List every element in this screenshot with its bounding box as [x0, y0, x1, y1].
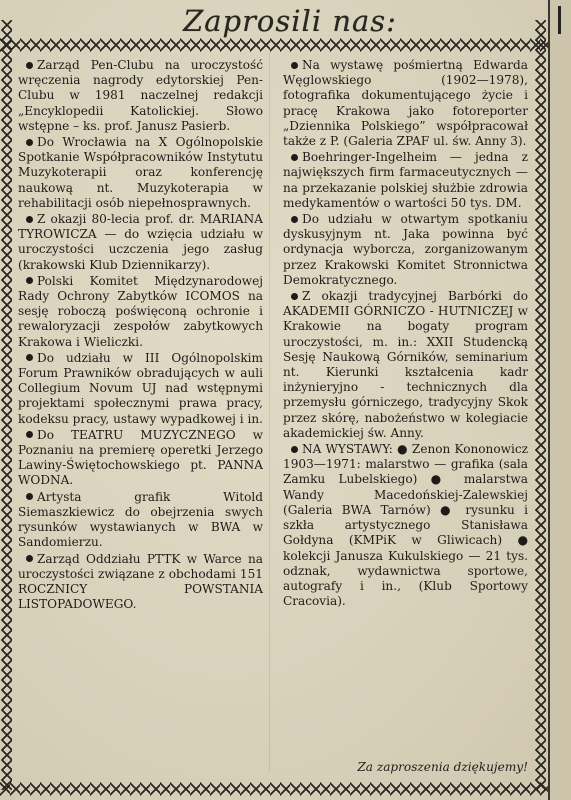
bullet-icon: [26, 431, 33, 438]
item-text: Z okazji 80-lecia prof. dr. MARIANA TYROWICZA — do wzięcia udziału w uroczystości uczczenia jego zasług (krakowski Klub Dziennikarzy).: [18, 212, 263, 272]
list-item: [18, 351, 263, 427]
list-item: [18, 274, 263, 350]
bullet-icon: [26, 277, 33, 284]
list-item: [18, 135, 263, 211]
item-text: Artysta grafik Witold Siemaszkiewicz do obejrzenia swych rysunków wystawianych w BWA w Sandomierzu.: [18, 489, 263, 550]
bullet-icon: [26, 216, 33, 223]
right-zigzag-border: [534, 20, 546, 790]
column-divider: [269, 52, 270, 772]
item-text: Na wystawę pośmiertną Edwarda Węglowskiego (1902—1978), fotografika dokumentującego życie i pracę Krakowa jako fotoreporter „Dziennika Polskiego” współpracował także z P. (Galeria ZPAF ul. św. Anny 3).: [283, 58, 528, 149]
bullet-icon: [291, 446, 298, 453]
item-text: Polski Komitet Międzynarodowej Rady Ochrony Zabytków ICOMOS na sesję roboczą poświęconą ochronie i rewaloryzacji zespołów zabytkowych Krakowa i Wieliczki.: [18, 273, 263, 349]
list-item: [18, 212, 263, 273]
bullet-icon: [291, 216, 298, 223]
item-text: Z okazji tradycyjnej Barbórki do AKADEMII GÓRNICZO - HUTNICZEJ w Krakowie na bogaty program uroczystości, m. in.: XXII Studencką Sesję Naukową Górników, seminarium nt. Kierunki kształcenia kadr inżynieryjno - technicznych dla przemysłu górniczego, tradycyjny Skok przez skórę, nabożeństwo w kolegiacie akademickiej św. Anny.: [283, 289, 528, 440]
list-item: [18, 58, 263, 134]
list-item: [18, 552, 263, 613]
list-item: [18, 490, 263, 551]
list-item: [283, 442, 528, 609]
item-text: Do udziału w III Ogólnopolskim Forum Prawników obradujących w auli Collegium Novum UJ nad wstępnymi projektami społecznymi prawa pracy, kodeksu pracy, ustawy wypadkowej i in.: [18, 350, 263, 426]
left-column: [18, 58, 263, 613]
left-zigzag-border: [0, 20, 12, 790]
bullet-icon: [291, 62, 298, 69]
right-column: [283, 58, 528, 610]
item-text: Zarząd Pen-Clubu na uroczystość wręczenia nagrody edytorskiej Pen-Clubu w 1981 naczelnej redakcji „Encyklopedii Katolickiej. Słowo wstępne – ks. prof. Janusz Pasierb.: [18, 58, 263, 133]
item-text: Zarząd Oddziału PTTK w Warce na uroczystości związane z obchodami 151 ROCZNICY POWSTANIA LISTOPADOWEGO.: [18, 551, 263, 612]
list-item: [283, 150, 528, 211]
bullet-icon: [26, 354, 33, 361]
bullet-icon: [291, 154, 298, 161]
bottom-zigzag-border: [0, 782, 548, 796]
bullet-icon: [26, 139, 33, 146]
column-rule: [558, 6, 561, 34]
list-item: [283, 289, 528, 441]
list-item: [18, 428, 263, 489]
bullet-icon: [291, 293, 298, 300]
bullet-icon: [26, 493, 33, 500]
list-item: [283, 212, 528, 288]
section-title: Zaprosili nas:: [183, 4, 397, 38]
item-text: Boehringer-Ingelheim — jedna z największych firm farmaceutycznych — na przekazanie polskiej służbie zdrowia medykamentów o wartości 50 tys. DM.: [283, 150, 528, 210]
item-text: Do Wrocławia na X Ogólnopolskie Spotkanie Współpracowników Instytutu Muzykoterapii oraz konferencję naukową nt. Muzykoterapia w rehabilitacji osób niepełnosprawnych.: [18, 135, 263, 210]
item-text: Do udziału w otwartym spotkaniu dyskusyjnym nt. Jaka powinna być ordynacja wyborcza, zorganizowanym przez Krakowski Komitet Stronnictwa Demokratycznego.: [283, 212, 528, 287]
item-text: NA WYSTAWY: ● Zenon Kononowicz 1903—1971: malarstwo — grafika (sala Zamku Lubelskiego) ● malarstwa Wandy Macedońskiej-Zalewskiej (Galeria BWA Tarnów) ● rysunku i szkła artystycznego Stanisława Gołdyna (KMPiK w Gliwicach) ● kolekcji Janusza Kukulskiego — 21 tys. odznak, wydawnictwa sportowe, autografy i in., (Klub Sportowy Cracovia).: [283, 442, 528, 609]
bullet-icon: [26, 555, 33, 562]
item-text: Do TEATRU MUZYCZNEGO w Poznaniu na premierę operetki Jerzego Lawiny-Świętochowskiego pt. PANNA WODNA.: [18, 427, 263, 488]
top-zigzag-border: [0, 38, 548, 52]
adjacent-column-strip: [548, 0, 571, 800]
bullet-icon: [26, 62, 33, 69]
list-item: [283, 58, 528, 149]
closing-line: Za zaproszenia dziękujemy!: [357, 760, 528, 774]
